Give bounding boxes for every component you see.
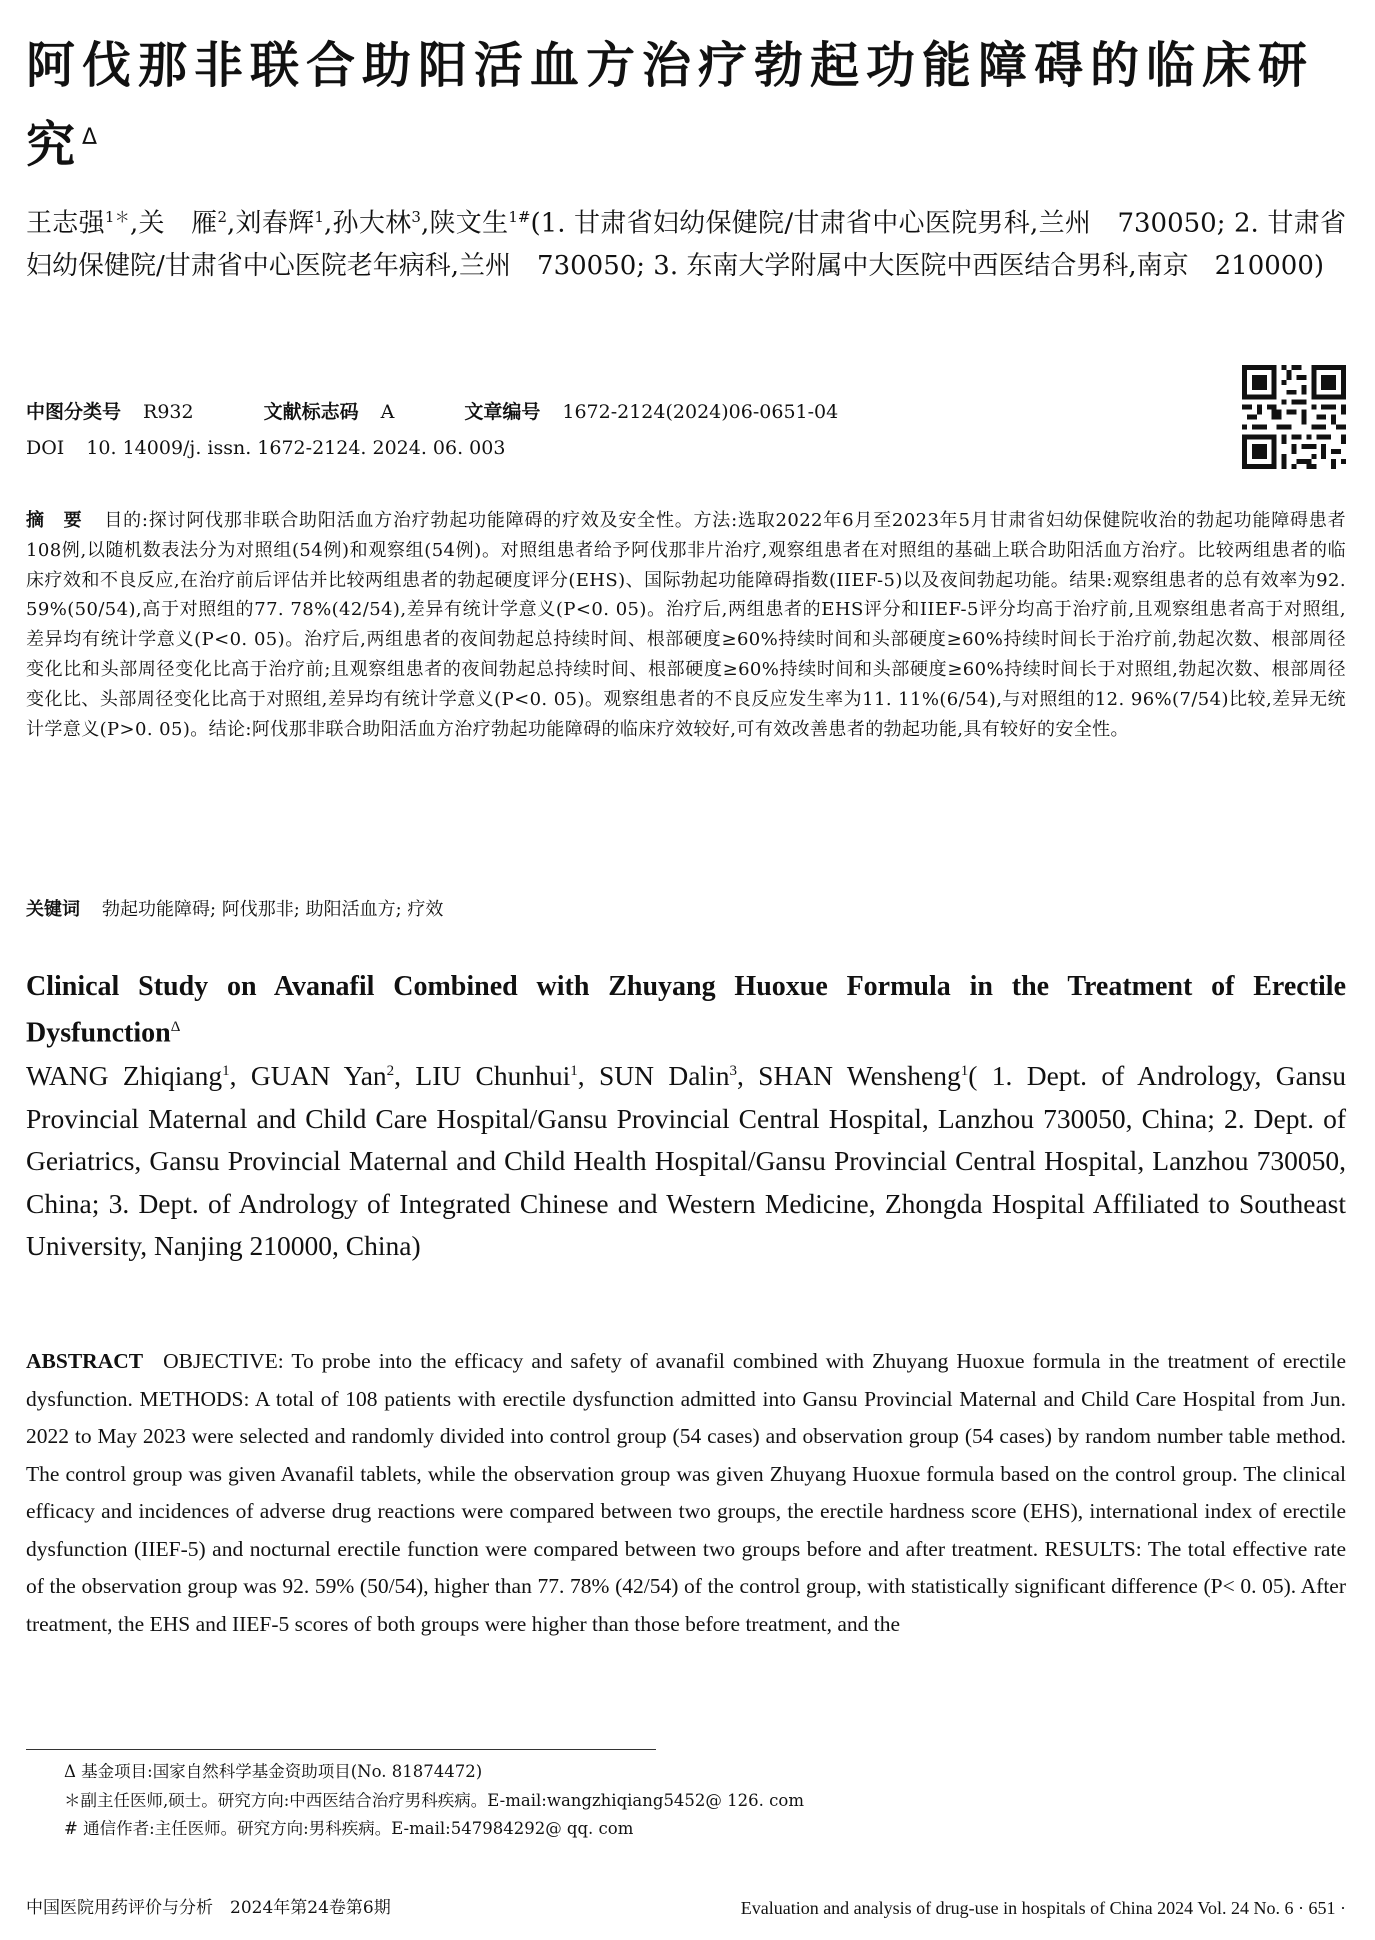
- affiliations-cn: (1. 甘肃省妇幼保健院/甘肃省中心医院男科,兰州 730050; 2. 甘肃省妇幼保健院/甘肃省中心医院老年病科,兰州 730050; 3. 东南大学附属中大医院中西医结合男科,南京 210000): [26, 208, 1346, 281]
- author-en: SUN Dalin: [599, 1060, 730, 1092]
- clc-value: R932: [143, 401, 194, 423]
- article-title-cn: [26, 30, 1346, 181]
- article-meta: [26, 394, 1226, 466]
- footer-journal-en: Evaluation and analysis of drug-use in hospitals of China 2024 Vol. 24 No. 6 · 651 ·: [740, 1898, 1346, 1918]
- author-cn: 孙大林: [332, 208, 412, 239]
- footnote-divider: [26, 1749, 656, 1750]
- doi-value: 10. 14009/j. issn. 1672-2124. 2024. 06. 003: [86, 437, 506, 459]
- authors-cn: 王志强$^{1*}$,关 雁$^2$,刘春辉$^1$,孙大林$^3$,陕文生$^{1\#}$(1. 甘肃省妇幼保健院/甘肃省中心医院男科,兰州 730050; 2. 甘肃省妇幼保健院/甘肃省中心医院老年病科,兰州 730050; 3. 东南大学附属中大医院中西医结合男科,南京 210000): [26, 208, 1346, 281]
- author-en: SHAN Wensheng: [758, 1060, 961, 1092]
- abstract-en-label: ABSTRACT: [26, 1349, 144, 1373]
- abstract-cn-label: 摘 要: [26, 510, 83, 531]
- author-cn: 关 雁: [138, 208, 218, 239]
- meta-line-1: [26, 394, 1226, 430]
- abstract-en-text: OBJECTIVE: To probe into the efficacy and safety of avanafil combined with Zhuyang Huoxue formula in the treatment of erectile dysfunction. METHODS: A total of 108 patients with erectile dysfunction admitted into Gansu Provincial Maternal and Child Care Hospital from Jun. 2022 to May 2023 were selected and randomly divided into control group (54 cases) and observation group (54 cases) by random number table method. The control group was given Avanafil tablets, while the observation group was given Zhuyang Huoxue formula based on the control group. The clinical efficacy and incidences of adverse drug reactions were compared between two groups, the erectile hardness score (EHS), international index of erectile dysfunction (IIEF-5) and nocturnal erectile function were compared between two groups before and after treatment. RESULTS: The total effective rate of the observation group was 92. 59% (50/54), higher than 77. 78% (42/54) of the control group, with statistically significant difference (P< 0. 05). After treatment, the EHS and IIEF-5 scores of both groups were higher than those before treatment, and the: [26, 1349, 1346, 1636]
- doc-code-value: A: [380, 401, 395, 423]
- keywords-cn-label: 关键词: [26, 899, 80, 920]
- title-cn-text: 阿伐那非联合助阳活血方治疗勃起功能障碍的临床研究: [26, 37, 1315, 174]
- doc-code-label: 文献标志码: [263, 401, 359, 423]
- author-en: WANG Zhiqiang: [26, 1060, 223, 1092]
- footnote-funding: Δ 基金项目:国家自然科学基金资助项目(No. 81874472): [64, 1762, 483, 1781]
- article-title-en: [26, 966, 1346, 1053]
- author-cn: 陕文生: [429, 208, 509, 239]
- clc-label: 中图分类号: [26, 401, 122, 423]
- footer-journal-cn: 中国医院用药评价与分析 2024年第24卷第6期: [26, 1898, 391, 1918]
- title-funding-mark: Δ: [82, 125, 98, 150]
- footnotes: [64, 1758, 1264, 1844]
- authors-en: WANG Zhiqiang$^1$, GUAN Yan$^2$, LIU Chunhui$^1$, SUN Dalin$^3$, SHAN Wensheng$^1$( 1. Dept. of Andrology, Gansu Provincial Maternal and Child Care Hospital/Gansu Provincial Central Hospital, Lanzhou 730050, China; 2. Dept. of Geriatrics, Gansu Provincial Maternal and Child Health Hospital/Gansu Provincial Central Hospital, Lanzhou 730050, China; 3. Dept. of Andrology of Integrated Chinese and Western Medicine, Zhongda Hospital Affiliated to Southeast University, Nanjing 210000, China): [26, 1060, 1346, 1262]
- footnote-first-author: ＊副主任医师,硕士。研究方向:中西医结合治疗男科疾病。E-mail:wangzhiqiang5452@ 126. com: [64, 1790, 804, 1810]
- footnote-corresponding-author: # 通信作者:主任医师。研究方向:男科疾病。E-mail:547984292@ qq. com: [64, 1819, 634, 1838]
- keywords-cn: [26, 895, 1346, 925]
- meta-line-2: [26, 430, 1226, 466]
- author-en: GUAN Yan: [250, 1060, 387, 1092]
- qr-code-icon[interactable]: [1242, 365, 1346, 469]
- author-cn: 王志强: [26, 208, 105, 239]
- abstract-cn-text: 目的:探讨阿伐那非联合助阳活血方治疗勃起功能障碍的疗效及安全性。方法:选取2022年6月至2023年5月甘肃省妇幼保健院收治的勃起功能障碍患者108例,以随机数表法分为对照组(54例)和观察组(54例)。对照组患者给予阿伐那非片治疗,观察组患者在对照组的基础上联合助阳活血方治疗。比较两组患者的临床疗效和不良反应,在治疗前后评估并比较两组患者的勃起硬度评分(EHS)、国际勃起功能障碍指数(IIEF-5)以及夜间勃起功能。结果:观察组患者的总有效率为92. 59%(50/54),高于对照组的77. 78%(42/54),差异有统计学意义(P<0. 05)。治疗后,两组患者的EHS评分和IIEF-5评分均高于治疗前,且观察组患者高于对照组,差异均有统计学意义(P<0. 05)。治疗后,两组患者的夜间勃起总持续时间、根部硬度≥60%持续时间和头部硬度≥60%持续时间长于治疗前,勃起次数、根部周径变化比和头部周径变化比高于治疗前;且观察组患者的夜间勃起总持续时间、根部硬度≥60%持续时间和头部硬度≥60%持续时间长于对照组,勃起次数、根部周径变化比、头部周径变化比高于对照组,差异均有统计学意义(P<0. 05)。观察组患者的不良反应发生率为11. 11%(6/54),与对照组的12. 96%(7/54)比较,差异无统计学意义(P>0. 05)。结论:阿伐那非联合助阳活血方治疗勃起功能障碍的临床疗效较好,可有效改善患者的勃起功能,具有较好的安全性。: [26, 510, 1346, 740]
- abstract-cn: [26, 506, 1346, 744]
- author-en: LIU Chunhui: [415, 1060, 571, 1092]
- doi-label: DOI: [26, 437, 65, 459]
- author-cn: 刘春辉: [235, 208, 315, 239]
- title-en-text: Clinical Study on Avanafil Combined with Zhuyang Huoxue Formula in the Treatment of Erectile Dysfunction: [26, 971, 1346, 1049]
- article-no-label: 文章编号: [464, 401, 541, 423]
- article-no-value: 1672-2124(2024)06-0651-04: [562, 401, 839, 423]
- keywords-cn-text: 勃起功能障碍; 阿伐那非; 助阳活血方; 疗效: [102, 899, 444, 920]
- abstract-en: [26, 1343, 1346, 1643]
- title-en-funding-mark: Δ: [170, 1019, 181, 1035]
- affiliations-en: ( 1. Dept. of Andrology, Gansu Provincial Maternal and Child Care Hospital/Gansu Provincial Central Hospital, Lanzhou 730050, China; 2. Dept. of Geriatrics, Gansu Provincial Maternal and Child Health Hospital/Gansu Provincial Central Hospital, Lanzhou 730050, China; 3. Dept. of Andrology of Integrated Chinese and Western Medicine, Zhongda Hospital Affiliated to Southeast University, Nanjing 210000, China): [26, 1060, 1346, 1262]
